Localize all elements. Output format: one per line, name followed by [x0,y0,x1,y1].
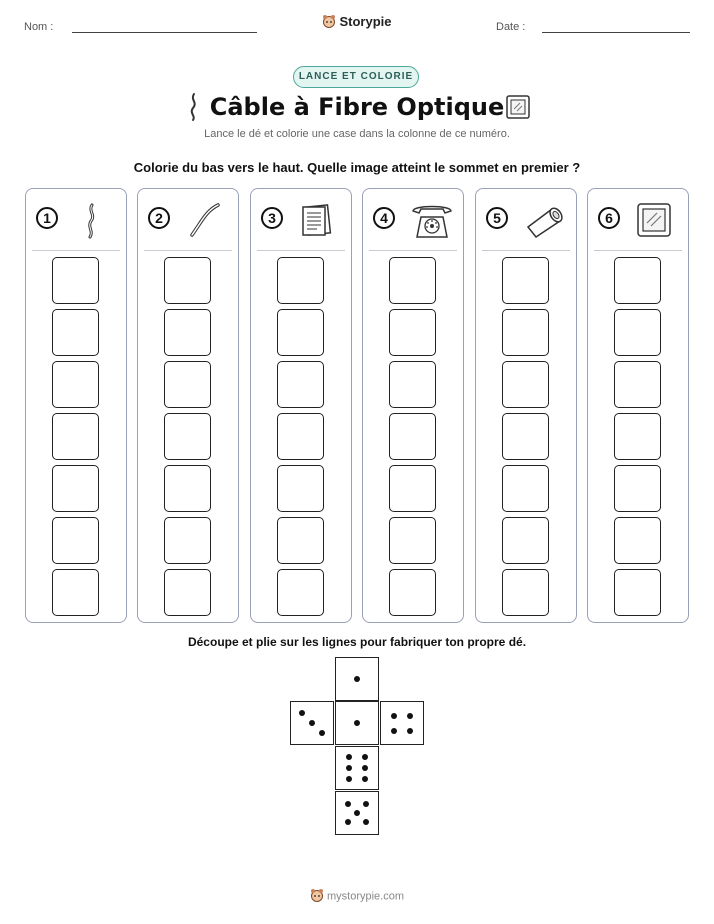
die-pip [346,765,352,771]
color-box[interactable] [164,361,211,408]
activity-badge: LANCE ET COLORIE [293,66,419,88]
color-box[interactable] [614,413,661,460]
die-pip [345,801,351,807]
column-divider [144,250,232,251]
die-face-center [335,701,379,745]
die-pip [391,728,397,734]
glass-square-icon [632,197,682,243]
date-label: Date : [496,21,526,33]
column-divider [32,250,120,251]
document-icon [295,197,345,243]
color-box[interactable] [52,569,99,616]
color-box[interactable] [389,517,436,564]
color-box[interactable] [164,309,211,356]
color-box[interactable] [502,309,549,356]
die-face-5 [335,791,379,835]
color-box[interactable] [389,309,436,356]
color-box[interactable] [164,465,211,512]
color-box[interactable] [277,257,324,304]
die-pip [299,710,305,716]
color-box[interactable] [277,361,324,408]
column-4 [362,188,464,623]
color-box[interactable] [389,569,436,616]
color-box[interactable] [502,257,549,304]
column-2 [137,188,239,623]
color-box[interactable] [52,413,99,460]
die-pip [363,819,369,825]
die-net [290,657,424,835]
tube-icon [520,197,570,243]
die-pip [362,754,368,760]
telephone-icon [407,197,457,243]
column-3 [250,188,352,623]
color-box[interactable] [614,465,661,512]
die-pip [319,730,325,736]
color-box[interactable] [52,309,99,356]
color-box[interactable] [389,413,436,460]
page-title: Câble à Fibre Optique [209,93,505,121]
color-box[interactable] [277,413,324,460]
storypie-logo-icon [322,14,336,31]
date-field[interactable] [542,32,690,33]
color-box[interactable] [614,517,661,564]
column-number: 1 [36,207,58,229]
name-field[interactable] [72,32,257,33]
color-box[interactable] [614,569,661,616]
color-box[interactable] [614,361,661,408]
die-pip [346,754,352,760]
color-box[interactable] [277,569,324,616]
column-5 [475,188,577,623]
name-label: Nom : [24,21,54,33]
die-pip [354,720,360,726]
die-face-6 [335,746,379,790]
column-divider [369,250,457,251]
die-face-4 [380,701,424,745]
color-box[interactable] [502,413,549,460]
column-divider [594,250,682,251]
die-pip [362,765,368,771]
title-right-icon [505,94,531,120]
color-box[interactable] [502,361,549,408]
die-pip [363,801,369,807]
die-pip [407,713,413,719]
column-number: 6 [598,207,620,229]
color-box[interactable] [164,517,211,564]
die-pip [309,720,315,726]
column-number: 4 [373,207,395,229]
column-divider [257,250,345,251]
color-box[interactable] [277,465,324,512]
color-box[interactable] [614,257,661,304]
column-number: 3 [261,207,283,229]
color-box[interactable] [52,361,99,408]
die-pip [354,810,360,816]
die-pip [407,728,413,734]
color-box[interactable] [52,517,99,564]
column-1 [25,188,127,623]
subtitle: Lance le dé et colorie une case dans la colonne de ce numéro. [204,128,510,140]
brand [0,14,714,31]
color-box[interactable] [164,413,211,460]
column-divider [482,250,570,251]
footer-url[interactable]: mystorypie.com [326,890,405,903]
color-box[interactable] [389,465,436,512]
die-face-3 [290,701,334,745]
color-box[interactable] [164,257,211,304]
die-pip [346,776,352,782]
color-box[interactable] [277,517,324,564]
cut-instruction: Découpe et plie sur les lignes pour fabriquer ton propre dé. [187,635,527,649]
die-face-1 [335,657,379,701]
color-box[interactable] [164,569,211,616]
color-box[interactable] [502,517,549,564]
die-pip [391,713,397,719]
die-pip [362,776,368,782]
die-pip [354,676,360,682]
column-6 [587,188,689,623]
color-box[interactable] [614,309,661,356]
die-pip [345,819,351,825]
color-box[interactable] [389,361,436,408]
color-box[interactable] [502,569,549,616]
curved-fiber-icon [182,197,232,243]
color-box[interactable] [389,257,436,304]
footer [0,888,714,905]
color-box[interactable] [502,465,549,512]
color-box[interactable] [277,309,324,356]
column-number: 5 [486,207,508,229]
instruction: Colorie du bas vers le haut. Quelle image atteint le sommet en premier ? [133,160,581,175]
storypie-footer-icon [310,888,324,905]
color-box[interactable] [52,257,99,304]
brand-name: Storypie [339,14,392,29]
column-number: 2 [148,207,170,229]
color-box[interactable] [52,465,99,512]
cable-strand-icon [70,197,120,243]
